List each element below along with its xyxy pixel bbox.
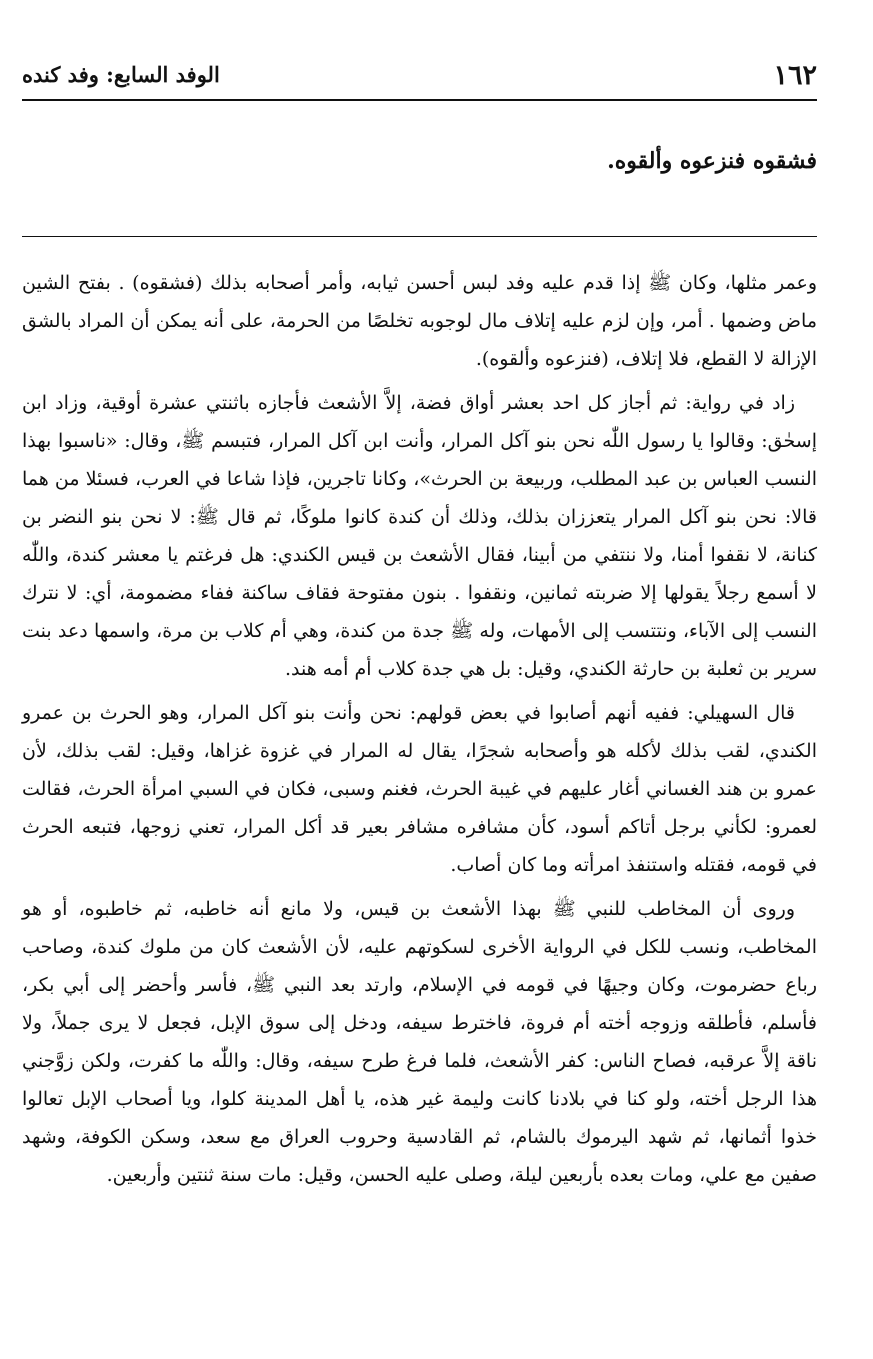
header-rule <box>22 99 817 101</box>
page-number: ١٦٢ <box>773 60 817 91</box>
commentary-paragraph-2: زاد في رواية: ثم أجاز كل احد بعشر أواق فضة، إلاَّ الأشعث فأجازه باثنتي عشرة أوقية، وزاد ابن إسحٰق: وقالوا يا رسول اللّٰه نحن بنو آكل المرار، وأنت ابن آكل المرار، فتبسم ﷺ، وقال: «ناسبوا بهذا النسب العباس بن عبد المطلب، وربيعة بن الحرث»، وكانا تاجرين، فإذا شاعا في العرب، فسئلا من هما قالا: نحن بنو آكل المرار يتعززان بذلك، وذلك أن كندة كانوا ملوكًا، ثم قال ﷺ: لا نحن بنو النضر بن كنانة، لا نقفوا أمنا، ولا ننتفي من أبينا، فقال الأشعث بن قيس الكندي: هل فرغتم يا معشر كندة، واللّٰه لا أسمع رجلاً يقولها إلا ضربته ثمانين، ونقفوا . بنون مفتوحة فقاف ساكنة ففاء مضمومة، أي: لا نترك النسب إلى الآباء، ونتتسب إلى الأمهات، وله ﷺ جدة من كندة، وهي أم كلاب بن مرة، واسمها دعد بنت سرير بن ثعلبة بن حارثة الكندي، وقيل: بل هي جدة كلاب أم أمه هند. <box>22 392 817 680</box>
commentary-notes <box>22 264 817 1200</box>
commentary-paragraph-1: وعمر مثلها، وكان ﷺ إذا قدم عليه وفد لبس أحسن ثيابه، وأمر أصحابه بذلك (فشقوه) . بفتح الشين ماض وضمها . أمر، وإن لزم عليه إتلاف مال لوجوبه تخلصًا من الحرمة، على أنه يمكن أن المراد بالشق الإزالة لا القطع، فلا إتلاف، (فنزعوه وألقوه). <box>22 272 817 370</box>
page-header <box>22 58 817 98</box>
commentary-paragraph-4: وروى أن المخاطب للنبي ﷺ بهذا الأشعث بن قيس، ولا مانع أنه خاطبه، ثم خاطبوه، أو هو المخاطب، ونسب للكل في الرواية الأخرى لسكوتهم عليه، لأن الأشعث كان من ملوك كندة، وصاحب رباع حضرموت، وكان وجيهًا في قومه في الإسلام، وارتد بعد النبي ﷺ، فأسر وأحضر إلى أبي بكر، فأسلم، فأطلقه وزوجه أخته أم فروة، فاخترط سيفه، ودخل إلى سوق الإبل، فجعل لا يرى جملاً، ولا ناقة إلاَّ عرقبه، فصاح الناس: كفر الأشعث، فلما فرغ طرح سيفه، وقال: واللّٰه ما كفرت، ولكن زوَّجني هذا الرجل أخته، ولو كنا في بلادنا كانت وليمة غير هذه، يا أهل المدينة كلوا، ويا أصحاب الإبل تعالوا خذوا أثمانها، ثم شهد اليرموك بالشام، ثم القادسية وحروب العراق مع سعد، وسكن الكوفة، وشهد صفين مع علي، ومات بعده بأربعين ليلة، وصلى عليه الحسن، وقيل: مات سنة ثنتين وأربعين. <box>22 898 817 1186</box>
commentary-paragraph-3: قال السهيلي: ففيه أنهم أصابوا في بعض قولهم: نحن وأنت بنو آكل المرار، وهو الحرث بن عمرو الكندي، لقب بذلك لأكله هو وأصحابه شجرًا، يقال له المرار في غزوة غزاها، وقيل: لقب بذلك، لأن عمرو بن هند الغساني أغار عليهم في غيبة الحرث، فغنم وسبى، فكان في السبي امرأة الحرث، فقالت لعمرو: لكأني برجل أتاكم أسود، كأن مشافره مشافر بعير قد أكل المرار، تعني زوجها، فتبعه الحرث في قومه، فقتله واستنفذ امرأته وما كان أصاب. <box>22 702 817 876</box>
main-text-line: فشقوه فنزعوه وألقوه. <box>607 148 817 174</box>
footnote-separator <box>22 236 817 237</box>
running-title: الوفد السابع: وفد كنده <box>22 62 220 87</box>
